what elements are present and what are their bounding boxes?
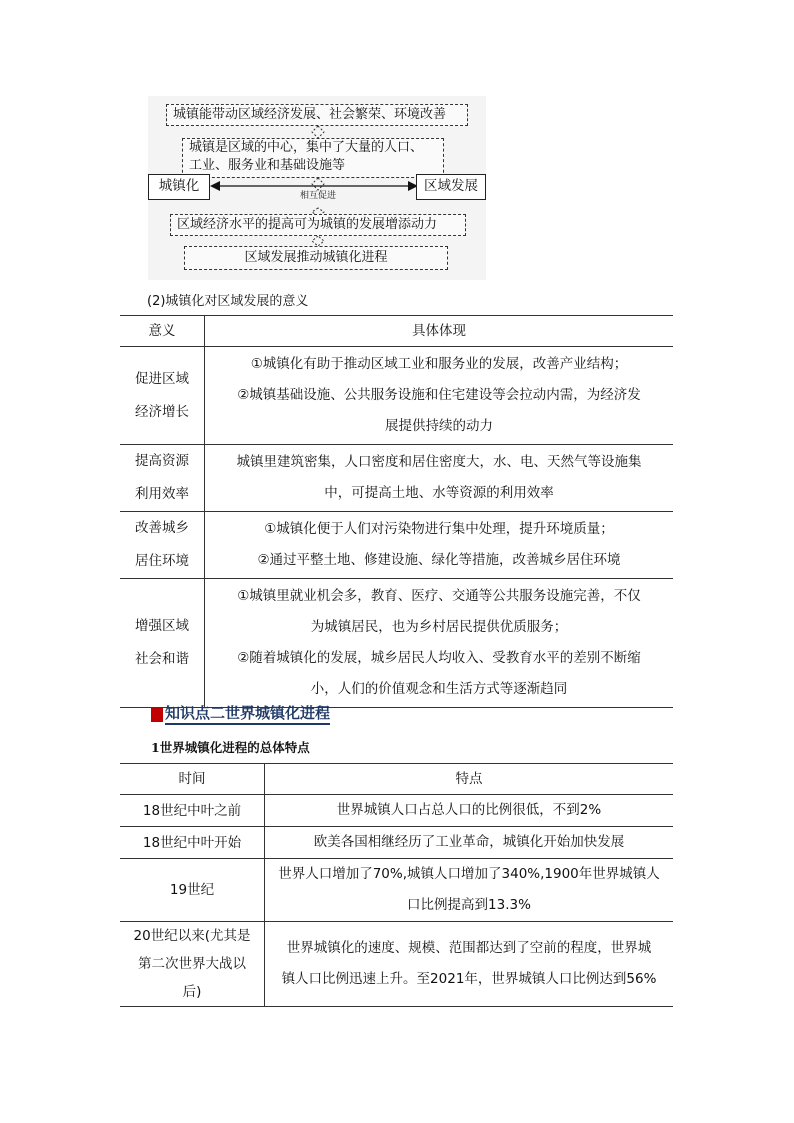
cell-line: 增强区域 xyxy=(135,618,189,634)
table-header-cell: 意义 xyxy=(120,316,205,347)
table-cell-feature xyxy=(265,922,674,1007)
table-cell-feature xyxy=(265,859,674,922)
cell-line: 展提供持续的动力 xyxy=(385,418,493,434)
cell-line: 利用效率 xyxy=(135,486,189,502)
table-cell-period xyxy=(120,922,265,1007)
section-marker-icon xyxy=(151,707,163,722)
cell-line: 促进区域 xyxy=(135,370,189,387)
table-row xyxy=(120,827,673,859)
table1-row0-name-fragment: 域 xyxy=(175,370,189,387)
cell-line: ①城镇化有助于推动区域工业和服务业的发展，改善产业结构； xyxy=(250,356,628,372)
cell-line: 居住环境 xyxy=(135,553,189,569)
table-row xyxy=(120,579,673,708)
table-cell-period xyxy=(120,827,265,859)
cell-line: 世界城镇人口占总人口的比例很低，不到2% xyxy=(336,802,602,818)
cell-line: 改善城乡 xyxy=(135,520,189,536)
world-urbanization-table xyxy=(120,763,673,1007)
table-row xyxy=(120,347,673,445)
cell-line: 世界城镇化的速度、规模、范围都达到了空前的程度，世界城 xyxy=(286,940,652,956)
diagram-box-economy: 区域经济水平的提高可为城镇的发展增添动力 xyxy=(170,214,466,236)
cell-line: 为城镇居民，也为乡村居民提供优质服务； xyxy=(310,619,568,635)
cell-line: ①城镇化便于人们对污染物进行集中处理，提升环境质量； xyxy=(264,521,614,537)
cell-line: 20世纪以来(尤其是 xyxy=(133,928,251,944)
cell-line: 18世纪中叶之前 xyxy=(142,802,242,819)
cell-line: 后) xyxy=(182,984,202,1000)
cell-line: 镇人口比例迅速上升。至2021年，世界城镇人口比例达到56% xyxy=(281,971,657,987)
cell-line: 口比例提高到13.3% xyxy=(407,897,531,913)
table-cell-period xyxy=(120,859,265,922)
table-cell-feature xyxy=(265,827,674,859)
table-cell-details xyxy=(205,579,674,708)
table-cell-period xyxy=(120,795,265,827)
table-row xyxy=(120,922,673,1007)
urbanization-diagram xyxy=(148,96,486,280)
diagram-box-bottom: 区域发展推动城镇化进程 xyxy=(184,246,448,270)
cell-line: 欧美各国相继经历了工业革命，城镇化开始加快发展 xyxy=(313,834,625,850)
cell-line: ②城镇基础设施、公共服务设施和住宅建设等会拉动内需，为经济发 xyxy=(237,387,641,403)
table-row xyxy=(120,859,673,922)
table-cell-details xyxy=(205,512,674,579)
cell-line: 提高资源 xyxy=(135,453,189,469)
diagram-node-urbanization: 城镇化 xyxy=(148,174,210,200)
cell-line: 城镇里建筑密集，人口密度和居住密度大，水、电、天然气等设施集 xyxy=(236,454,642,470)
cell-line: 19世纪 xyxy=(169,882,215,898)
table-cell-details xyxy=(205,445,674,512)
table-cell-feature xyxy=(265,795,674,827)
cell-line: 经济增长 xyxy=(135,403,189,420)
cell-line: ①城镇里就业机会多，教育、医疗、交通等公共服务设施完善，不仅 xyxy=(237,588,641,604)
cell-line: 中，可提高土地、水等资源的利用效率 xyxy=(324,485,554,501)
cell-line: 社会和谐 xyxy=(135,651,189,667)
table-cell-significance xyxy=(120,445,205,512)
table-row xyxy=(120,512,673,579)
cell-line: ②通过平整土地、修建设施、绿化等措施，改善城乡居住环境 xyxy=(257,552,621,568)
table-row xyxy=(120,795,673,827)
table-cell-significance xyxy=(120,512,205,579)
diagram-node-regional-development: 区域发展 xyxy=(416,174,486,200)
diagram-box-center xyxy=(182,138,444,178)
section-heading-text: 知识点二世界城镇化进程 xyxy=(165,703,330,725)
diagram-arrow-label: 相互促进 xyxy=(299,191,336,201)
cell-line: 第二次世界大战以 xyxy=(138,956,246,972)
cell-line: 世界人口增加了70%,城镇人口增加了340%,1900年世界城镇人 xyxy=(278,866,660,882)
table-cell-significance xyxy=(120,347,205,445)
section-heading xyxy=(151,703,330,725)
table-row xyxy=(120,445,673,512)
table-header-row xyxy=(120,764,673,795)
table-header-row xyxy=(120,316,673,347)
table-header-cell: 具体体现 xyxy=(205,316,674,347)
cell-line: 18世纪中叶开始 xyxy=(142,834,242,851)
table-cell-significance xyxy=(120,579,205,708)
table-cell-details xyxy=(205,347,674,445)
urbanization-significance-table xyxy=(120,315,673,708)
diagram-center-line-2: 工业、服务业和基础设施等 xyxy=(189,158,346,173)
diagram-box-top: 城镇能带动区域经济发展、社会繁荣、环境改善 xyxy=(166,104,468,126)
table-header-cell: 特点 xyxy=(265,764,674,795)
table-header-cell: 时间 xyxy=(120,764,265,795)
table1-caption: (2)城镇化对区域发展的意义 xyxy=(147,294,309,309)
diagram-center-line-1: 城镇是区域的中心，集中了大量的人口、 xyxy=(189,140,424,155)
cell-line: 小，人们的价值观念和生活方式等逐渐趋同 xyxy=(310,681,568,697)
subheading: 1世界城镇化进程的总体特点 xyxy=(151,740,310,755)
cell-line: ②随着城镇化的发展，城乡居民人均收入、受教育水平的差别不断缩 xyxy=(237,650,641,666)
